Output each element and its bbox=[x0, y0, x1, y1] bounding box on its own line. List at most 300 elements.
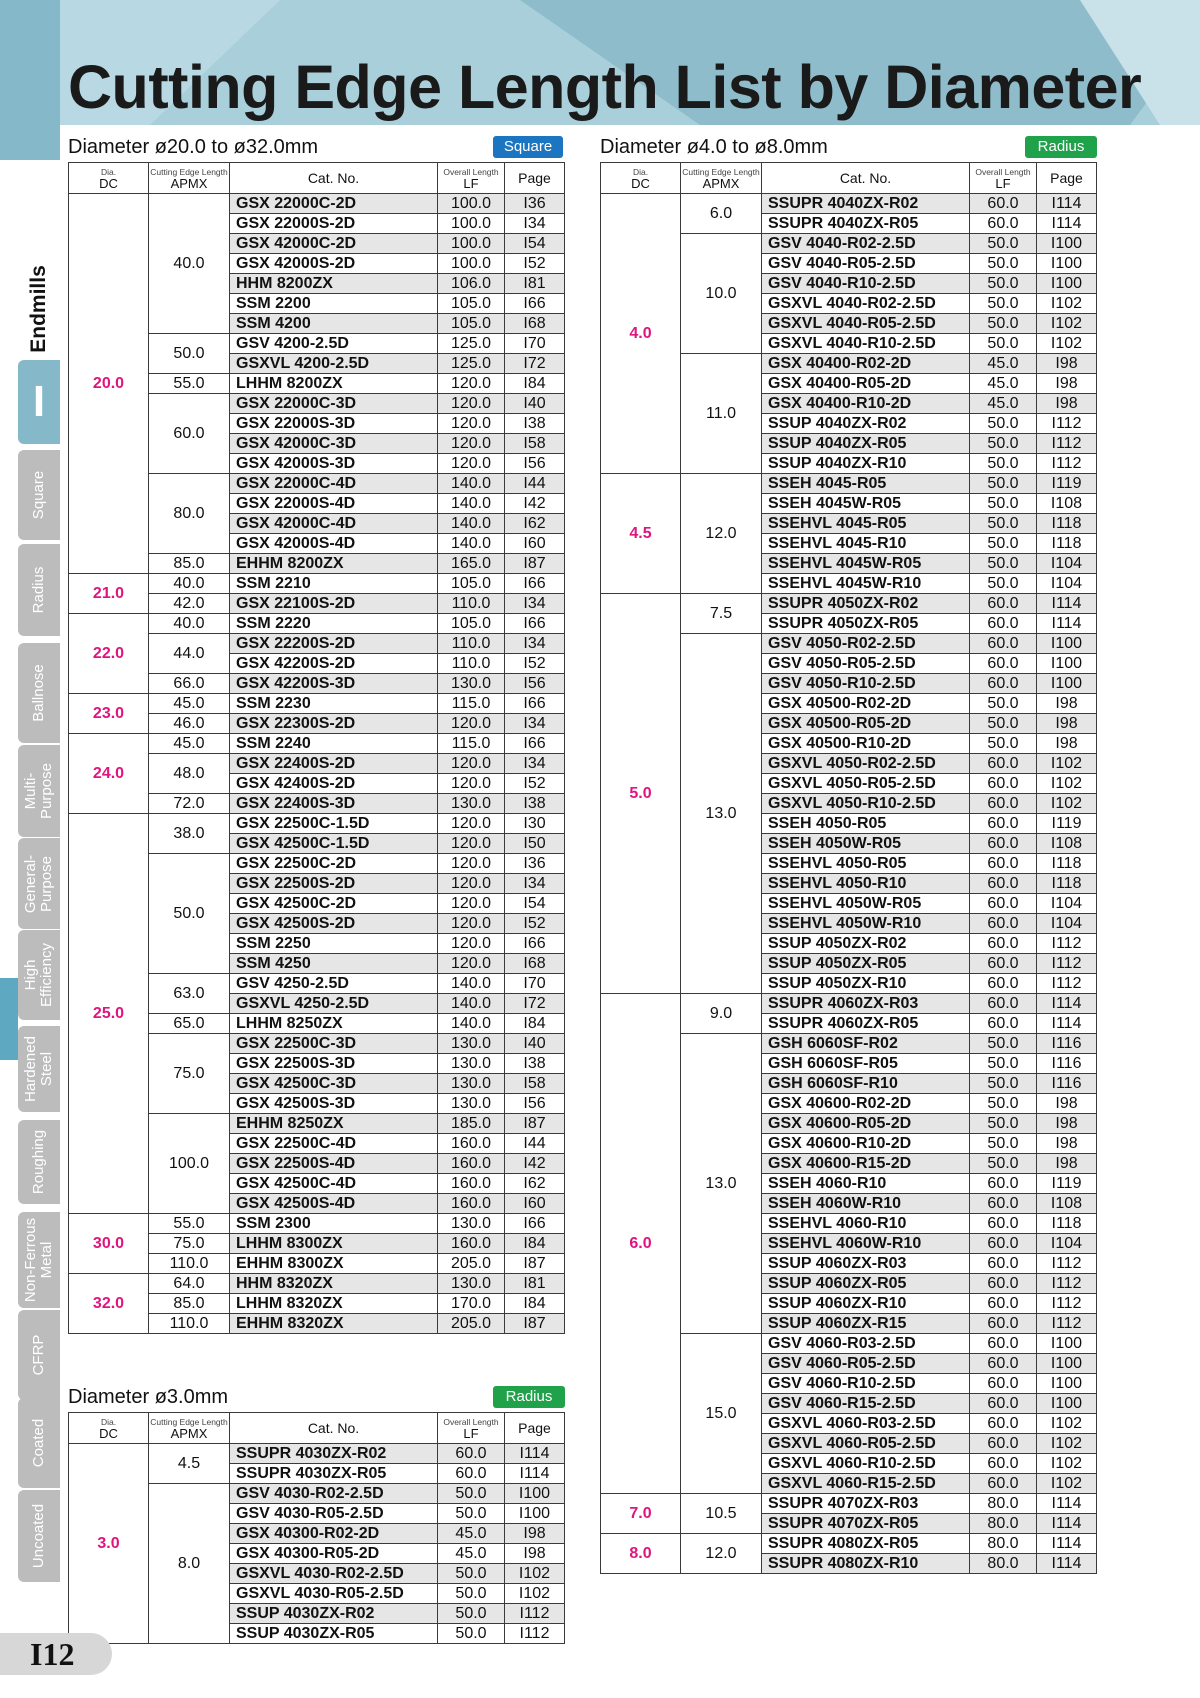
table-row bbox=[69, 814, 565, 834]
overall-length-cell: 60.0 bbox=[970, 1374, 1037, 1394]
sidebar-tab-coated[interactable] bbox=[18, 1398, 60, 1488]
cat-no-cell: GSXVL 4050-R02-2.5D bbox=[762, 754, 970, 774]
overall-length-cell: 50.0 bbox=[970, 1094, 1037, 1114]
active-section-marker bbox=[0, 978, 18, 1060]
page-ref-cell: I112 bbox=[1037, 934, 1097, 954]
page-ref-cell: I100 bbox=[1037, 1334, 1097, 1354]
cutting-edge-length-cell: 45.0 bbox=[149, 734, 230, 754]
sidebar-tab-endmills[interactable] bbox=[18, 265, 60, 353]
overall-length-cell: 130.0 bbox=[438, 674, 505, 694]
header-page: Page bbox=[1037, 163, 1097, 194]
cat-no-cell: GSX 40500-R02-2D bbox=[762, 694, 970, 714]
page-ref-cell: I87 bbox=[505, 1254, 565, 1274]
page-ref-cell: I102 bbox=[1037, 1414, 1097, 1434]
diameter-cell: 32.0 bbox=[69, 1274, 149, 1334]
overall-length-cell: 140.0 bbox=[438, 514, 505, 534]
page-ref-cell: I114 bbox=[1037, 194, 1097, 214]
cat-no-cell: SSUP 4050ZX-R05 bbox=[762, 954, 970, 974]
header-dia-caption: Dia. bbox=[100, 1417, 117, 1427]
sidebar-tab-label: Uncoated bbox=[30, 1503, 47, 1569]
cat-no-cell: SSUPR 4060ZX-R05 bbox=[762, 1014, 970, 1034]
overall-length-cell: 45.0 bbox=[970, 374, 1037, 394]
page-ref-cell: I112 bbox=[505, 1624, 565, 1644]
page-ref-cell: I34 bbox=[505, 594, 565, 614]
overall-length-cell: 50.0 bbox=[438, 1584, 505, 1604]
page-ref-cell: I34 bbox=[505, 214, 565, 234]
cutting-edge-length-cell: 10.5 bbox=[681, 1494, 762, 1534]
cat-no-cell: GSXVL 4050-R10-2.5D bbox=[762, 794, 970, 814]
overall-length-cell: 50.0 bbox=[970, 1054, 1037, 1074]
sidebar-tab-hardened-steel[interactable] bbox=[18, 1026, 60, 1112]
page-ref-cell: I118 bbox=[1037, 1214, 1097, 1234]
cat-no-cell: SSUPR 4040ZX-R02 bbox=[762, 194, 970, 214]
page-ref-cell: I36 bbox=[505, 854, 565, 874]
diameter-cell: 5.0 bbox=[601, 594, 681, 994]
page-ref-cell: I98 bbox=[1037, 1134, 1097, 1154]
overall-length-cell: 125.0 bbox=[438, 334, 505, 354]
header-overall-length-caption: Overall Length bbox=[443, 1417, 499, 1427]
overall-length-cell: 60.0 bbox=[970, 774, 1037, 794]
cat-no-cell: GSX 22300S-2D bbox=[230, 714, 438, 734]
cutting-edge-length-cell: 55.0 bbox=[149, 1214, 230, 1234]
cat-no-cell: SSUP 4040ZX-R02 bbox=[762, 414, 970, 434]
cutting-edge-length-cell: 42.0 bbox=[149, 594, 230, 614]
page-ref-cell: I100 bbox=[1037, 274, 1097, 294]
sidebar-tab-roughing[interactable] bbox=[18, 1120, 60, 1204]
cutting-edge-length-cell: 50.0 bbox=[149, 854, 230, 974]
table-row bbox=[69, 614, 565, 634]
cat-no-cell: SSUP 4030ZX-R02 bbox=[230, 1604, 438, 1624]
cat-no-cell: GSX 22500C-1.5D bbox=[230, 814, 438, 834]
cat-no-cell: SSEHVL 4050W-R05 bbox=[762, 894, 970, 914]
cutting-edge-length-cell: 10.0 bbox=[681, 234, 762, 354]
cat-no-cell: GSXVL 4030-R02-2.5D bbox=[230, 1564, 438, 1584]
sidebar-tab-label: Roughing bbox=[30, 1129, 47, 1195]
cat-no-cell: SSM 2300 bbox=[230, 1214, 438, 1234]
page-ref-cell: I112 bbox=[1037, 1274, 1097, 1294]
cat-no-cell: SSEH 4045-R05 bbox=[762, 474, 970, 494]
sidebar-tab-ballnose[interactable] bbox=[18, 643, 60, 743]
cat-no-cell: GSX 22500S-2D bbox=[230, 874, 438, 894]
sidebar-tab-non-ferrous-metal[interactable] bbox=[18, 1212, 60, 1308]
overall-length-cell: 60.0 bbox=[970, 614, 1037, 634]
table-row bbox=[601, 1534, 1097, 1554]
cat-no-cell: SSEHVL 4060W-R10 bbox=[762, 1234, 970, 1254]
overall-length-cell: 45.0 bbox=[438, 1544, 505, 1564]
diameter-cell: 4.5 bbox=[601, 474, 681, 594]
header-cat-no: Cat. No. bbox=[230, 1413, 438, 1444]
cat-no-cell: SSUPR 4050ZX-R02 bbox=[762, 594, 970, 614]
page-ref-cell: I98 bbox=[1037, 714, 1097, 734]
page-ref-cell: I100 bbox=[1037, 1354, 1097, 1374]
overall-length-cell: 60.0 bbox=[438, 1464, 505, 1484]
cat-no-cell: SSUPR 4030ZX-R05 bbox=[230, 1464, 438, 1484]
page-ref-cell: I72 bbox=[505, 994, 565, 1014]
sidebar-tab-square[interactable] bbox=[18, 450, 60, 540]
overall-length-cell: 60.0 bbox=[970, 654, 1037, 674]
cat-no-cell: GSV 4050-R02-2.5D bbox=[762, 634, 970, 654]
page-ref-cell: I102 bbox=[1037, 1454, 1097, 1474]
page-ref-cell: I84 bbox=[505, 1234, 565, 1254]
cat-no-cell: GSXVL 4060-R05-2.5D bbox=[762, 1434, 970, 1454]
cat-no-cell: SSEHVL 4045-R10 bbox=[762, 534, 970, 554]
cutting-edge-length-cell: 66.0 bbox=[149, 674, 230, 694]
cat-no-cell: GSV 4200-2.5D bbox=[230, 334, 438, 354]
page-ref-cell: I114 bbox=[1037, 1014, 1097, 1034]
table-row bbox=[601, 1494, 1097, 1514]
overall-length-cell: 60.0 bbox=[438, 1444, 505, 1464]
page-ref-cell: I102 bbox=[1037, 314, 1097, 334]
overall-length-cell: 205.0 bbox=[438, 1254, 505, 1274]
page-ref-cell: I44 bbox=[505, 474, 565, 494]
page-ref-cell: I52 bbox=[505, 914, 565, 934]
overall-length-cell: 50.0 bbox=[970, 714, 1037, 734]
page-ref-cell: I81 bbox=[505, 274, 565, 294]
overall-length-cell: 60.0 bbox=[970, 1254, 1037, 1274]
cat-no-cell: GSX 40300-R02-2D bbox=[230, 1524, 438, 1544]
overall-length-cell: 45.0 bbox=[438, 1524, 505, 1544]
cutting-edge-length-cell: 9.0 bbox=[681, 994, 762, 1034]
cutting-edge-length-cell: 13.0 bbox=[681, 634, 762, 994]
cutting-edge-length-cell: 48.0 bbox=[149, 754, 230, 794]
table-row bbox=[601, 194, 1097, 214]
overall-length-cell: 130.0 bbox=[438, 1274, 505, 1294]
cutting-edge-length-cell: 44.0 bbox=[149, 634, 230, 674]
sidebar-tab-cfrp[interactable] bbox=[18, 1310, 60, 1400]
overall-length-cell: 130.0 bbox=[438, 1074, 505, 1094]
page-ref-cell: I102 bbox=[1037, 774, 1097, 794]
page-ref-cell: I104 bbox=[1037, 914, 1097, 934]
page-ref-cell: I102 bbox=[505, 1584, 565, 1604]
cat-no-cell: LHHM 8200ZX bbox=[230, 374, 438, 394]
page-ref-cell: I81 bbox=[505, 1274, 565, 1294]
header-overall-length bbox=[438, 1413, 505, 1444]
page-ref-cell: I58 bbox=[505, 434, 565, 454]
page-ref-cell: I34 bbox=[505, 714, 565, 734]
table-row bbox=[601, 474, 1097, 494]
overall-length-cell: 80.0 bbox=[970, 1534, 1037, 1554]
cat-no-cell: SSEH 4060W-R10 bbox=[762, 1194, 970, 1214]
overall-length-cell: 50.0 bbox=[970, 1034, 1037, 1054]
overall-length-cell: 50.0 bbox=[438, 1484, 505, 1504]
overall-length-cell: 60.0 bbox=[970, 754, 1037, 774]
cutting-edge-length-cell: 85.0 bbox=[149, 1294, 230, 1314]
cat-no-cell: SSUP 4060ZX-R05 bbox=[762, 1274, 970, 1294]
overall-length-cell: 50.0 bbox=[970, 454, 1037, 474]
page-ref-cell: I118 bbox=[1037, 874, 1097, 894]
page-ref-cell: I30 bbox=[505, 814, 565, 834]
sidebar-tab-label: Multi- Purpose bbox=[22, 763, 55, 819]
overall-length-cell: 60.0 bbox=[970, 674, 1037, 694]
page-ref-cell: I112 bbox=[505, 1604, 565, 1624]
page-ref-cell: I66 bbox=[505, 934, 565, 954]
cat-no-cell: SSEHVL 4045W-R10 bbox=[762, 574, 970, 594]
cat-no-cell: GSX 40300-R05-2D bbox=[230, 1544, 438, 1564]
overall-length-cell: 106.0 bbox=[438, 274, 505, 294]
cat-no-cell: SSUP 4040ZX-R05 bbox=[762, 434, 970, 454]
page-ref-cell: I112 bbox=[1037, 1254, 1097, 1274]
cat-no-cell: GSX 42500S-3D bbox=[230, 1094, 438, 1114]
cat-no-cell: EHHM 8300ZX bbox=[230, 1254, 438, 1274]
cutting-edge-length-cell: 12.0 bbox=[681, 474, 762, 594]
overall-length-cell: 140.0 bbox=[438, 974, 505, 994]
overall-length-cell: 60.0 bbox=[970, 1314, 1037, 1334]
overall-length-cell: 60.0 bbox=[970, 634, 1037, 654]
cat-no-cell: GSX 42000S-2D bbox=[230, 254, 438, 274]
sidebar-tab-label: Hardened Steel bbox=[22, 1036, 55, 1102]
page-ref-cell: I118 bbox=[1037, 854, 1097, 874]
header-dia-code: DC bbox=[99, 1426, 118, 1441]
cat-no-cell: GSX 42500C-4D bbox=[230, 1174, 438, 1194]
page-ref-cell: I60 bbox=[505, 1194, 565, 1214]
overall-length-cell: 170.0 bbox=[438, 1294, 505, 1314]
cat-no-cell: SSM 2240 bbox=[230, 734, 438, 754]
cat-no-cell: GSH 6060SF-R10 bbox=[762, 1074, 970, 1094]
page-ref-cell: I118 bbox=[1037, 534, 1097, 554]
cat-no-cell: GSXVL 4060-R03-2.5D bbox=[762, 1414, 970, 1434]
overall-length-cell: 160.0 bbox=[438, 1134, 505, 1154]
page-ref-cell: I84 bbox=[505, 1014, 565, 1034]
table-row bbox=[601, 994, 1097, 1014]
sidebar-tab-label: Square bbox=[30, 470, 47, 520]
square-badge: Square bbox=[493, 136, 563, 158]
cat-no-cell: GSX 42200S-3D bbox=[230, 674, 438, 694]
page-title: Cutting Edge Length List by Diameter bbox=[68, 53, 1142, 121]
overall-length-cell: 50.0 bbox=[970, 474, 1037, 494]
table-row bbox=[69, 1214, 565, 1234]
sidebar-tab-radius[interactable] bbox=[18, 544, 60, 636]
cutting-edge-table bbox=[600, 162, 1097, 1574]
page-ref-cell: I34 bbox=[505, 874, 565, 894]
page-ref-cell: I114 bbox=[1037, 214, 1097, 234]
sidebar-tab-i[interactable] bbox=[18, 360, 60, 444]
cutting-edge-length-cell: 6.0 bbox=[681, 194, 762, 234]
overall-length-cell: 105.0 bbox=[438, 294, 505, 314]
overall-length-cell: 60.0 bbox=[970, 934, 1037, 954]
cat-no-cell: GSX 42000C-2D bbox=[230, 234, 438, 254]
diameter-cell: 25.0 bbox=[69, 814, 149, 1214]
page-ref-cell: I68 bbox=[505, 954, 565, 974]
header-overall-length-code: LF bbox=[995, 176, 1011, 191]
overall-length-cell: 50.0 bbox=[970, 1154, 1037, 1174]
page-ref-cell: I60 bbox=[505, 534, 565, 554]
cutting-edge-table bbox=[68, 162, 565, 1334]
cat-no-cell: EHHM 8200ZX bbox=[230, 554, 438, 574]
cat-no-cell: GSX 40500-R10-2D bbox=[762, 734, 970, 754]
cat-no-cell: GSX 40600-R05-2D bbox=[762, 1114, 970, 1134]
page-ref-cell: I62 bbox=[505, 1174, 565, 1194]
header-dia bbox=[69, 1413, 149, 1444]
page-ref-cell: I66 bbox=[505, 694, 565, 714]
page-ref-cell: I102 bbox=[1037, 294, 1097, 314]
overall-length-cell: 140.0 bbox=[438, 534, 505, 554]
cat-no-cell: SSUP 4050ZX-R02 bbox=[762, 934, 970, 954]
section-title: Diameter ø3.0mm bbox=[68, 1386, 229, 1408]
cat-no-cell: SSUP 4060ZX-R03 bbox=[762, 1254, 970, 1274]
overall-length-cell: 120.0 bbox=[438, 894, 505, 914]
overall-length-cell: 50.0 bbox=[970, 554, 1037, 574]
overall-length-cell: 60.0 bbox=[970, 974, 1037, 994]
page-ref-cell: I98 bbox=[505, 1524, 565, 1544]
page-ref-cell: I38 bbox=[505, 1054, 565, 1074]
page-ref-cell: I102 bbox=[1037, 794, 1097, 814]
page-ref-cell: I84 bbox=[505, 374, 565, 394]
page-ref-cell: I34 bbox=[505, 634, 565, 654]
page-ref-cell: I56 bbox=[505, 1094, 565, 1114]
table-row bbox=[69, 574, 565, 594]
page-ref-cell: I58 bbox=[505, 1074, 565, 1094]
cutting-edge-length-cell: 40.0 bbox=[149, 194, 230, 334]
cat-no-cell: SSUP 4050ZX-R10 bbox=[762, 974, 970, 994]
cat-no-cell: GSX 22500C-4D bbox=[230, 1134, 438, 1154]
overall-length-cell: 60.0 bbox=[970, 1274, 1037, 1294]
page-ref-cell: I56 bbox=[505, 454, 565, 474]
section-title: Diameter ø20.0 to ø32.0mm bbox=[68, 136, 319, 158]
sidebar-tab-label: Coated bbox=[30, 1418, 47, 1468]
table-row bbox=[69, 1444, 565, 1464]
cat-no-cell: GSXVL 4040-R02-2.5D bbox=[762, 294, 970, 314]
cutting-edge-length-cell: 40.0 bbox=[149, 574, 230, 594]
cutting-edge-length-cell: 38.0 bbox=[149, 814, 230, 854]
overall-length-cell: 110.0 bbox=[438, 594, 505, 614]
header-row bbox=[69, 1413, 565, 1444]
overall-length-cell: 100.0 bbox=[438, 194, 505, 214]
page-ref-cell: I119 bbox=[1037, 474, 1097, 494]
cat-no-cell: GSX 40600-R02-2D bbox=[762, 1094, 970, 1114]
page-ref-cell: I38 bbox=[505, 794, 565, 814]
cat-no-cell: GSV 4060-R05-2.5D bbox=[762, 1354, 970, 1374]
table-row bbox=[601, 594, 1097, 614]
table-row bbox=[69, 734, 565, 754]
overall-length-cell: 60.0 bbox=[970, 1194, 1037, 1214]
page-ref-cell: I98 bbox=[1037, 374, 1097, 394]
overall-length-cell: 50.0 bbox=[970, 254, 1037, 274]
header-cutting-edge-length bbox=[681, 163, 762, 194]
page-ref-cell: I42 bbox=[505, 1154, 565, 1174]
header-dia bbox=[69, 163, 149, 194]
header-overall-length-caption: Overall Length bbox=[975, 167, 1031, 177]
page-ref-cell: I66 bbox=[505, 1214, 565, 1234]
cat-no-cell: SSEHVL 4045-R05 bbox=[762, 514, 970, 534]
overall-length-cell: 160.0 bbox=[438, 1194, 505, 1214]
cat-no-cell: SSEHVL 4050-R10 bbox=[762, 874, 970, 894]
overall-length-cell: 50.0 bbox=[970, 234, 1037, 254]
overall-length-cell: 60.0 bbox=[970, 1234, 1037, 1254]
cat-no-cell: GSXVL 4250-2.5D bbox=[230, 994, 438, 1014]
cat-no-cell: SSEH 4060-R10 bbox=[762, 1174, 970, 1194]
overall-length-cell: 120.0 bbox=[438, 854, 505, 874]
page-ref-cell: I66 bbox=[505, 734, 565, 754]
page-ref-cell: I100 bbox=[1037, 254, 1097, 274]
overall-length-cell: 120.0 bbox=[438, 374, 505, 394]
cat-no-cell: SSEH 4050-R05 bbox=[762, 814, 970, 834]
cat-no-cell: LHHM 8250ZX bbox=[230, 1014, 438, 1034]
overall-length-cell: 50.0 bbox=[970, 314, 1037, 334]
header-row bbox=[69, 163, 565, 194]
sidebar-tab-general-purpose[interactable] bbox=[18, 838, 60, 929]
diameter-cell: 24.0 bbox=[69, 734, 149, 814]
cat-no-cell: LHHM 8300ZX bbox=[230, 1234, 438, 1254]
page-ref-cell: I98 bbox=[1037, 354, 1097, 374]
overall-length-cell: 60.0 bbox=[970, 1394, 1037, 1414]
cat-no-cell: SSM 2210 bbox=[230, 574, 438, 594]
page-ref-cell: I114 bbox=[1037, 994, 1097, 1014]
cat-no-cell: LHHM 8320ZX bbox=[230, 1294, 438, 1314]
page-ref-cell: I119 bbox=[1037, 1174, 1097, 1194]
page-ref-cell: I104 bbox=[1037, 894, 1097, 914]
page-ref-cell: I50 bbox=[505, 834, 565, 854]
overall-length-cell: 60.0 bbox=[970, 1214, 1037, 1234]
cutting-edge-length-cell: 75.0 bbox=[149, 1034, 230, 1114]
cat-no-cell: SSUPR 4070ZX-R05 bbox=[762, 1514, 970, 1534]
overall-length-cell: 100.0 bbox=[438, 254, 505, 274]
overall-length-cell: 60.0 bbox=[970, 994, 1037, 1014]
cat-no-cell: SSM 2230 bbox=[230, 694, 438, 714]
cat-no-cell: EHHM 8250ZX bbox=[230, 1114, 438, 1134]
header-cutting-edge-length-code: APMX bbox=[170, 176, 208, 191]
sidebar-tab-uncoated[interactable] bbox=[18, 1490, 60, 1582]
overall-length-cell: 50.0 bbox=[970, 514, 1037, 534]
page-ref-cell: I44 bbox=[505, 1134, 565, 1154]
page-ref-cell: I68 bbox=[505, 314, 565, 334]
page-ref-cell: I114 bbox=[1037, 614, 1097, 634]
overall-length-cell: 120.0 bbox=[438, 414, 505, 434]
overall-length-cell: 100.0 bbox=[438, 214, 505, 234]
page-ref-cell: I66 bbox=[505, 294, 565, 314]
overall-length-cell: 50.0 bbox=[438, 1564, 505, 1584]
cat-no-cell: SSUPR 4040ZX-R05 bbox=[762, 214, 970, 234]
page-ref-cell: I54 bbox=[505, 234, 565, 254]
overall-length-cell: 80.0 bbox=[970, 1554, 1037, 1574]
page-ref-cell: I98 bbox=[1037, 1154, 1097, 1174]
overall-length-cell: 120.0 bbox=[438, 934, 505, 954]
overall-length-cell: 60.0 bbox=[970, 914, 1037, 934]
overall-length-cell: 130.0 bbox=[438, 794, 505, 814]
cat-no-cell: SSEHVL 4050-R05 bbox=[762, 854, 970, 874]
cat-no-cell: GSV 4050-R10-2.5D bbox=[762, 674, 970, 694]
page-ref-cell: I70 bbox=[505, 334, 565, 354]
sidebar-tab-high-efficiency[interactable] bbox=[18, 930, 60, 1020]
page-ref-cell: I52 bbox=[505, 254, 565, 274]
diameter-cell: 21.0 bbox=[69, 574, 149, 614]
overall-length-cell: 105.0 bbox=[438, 314, 505, 334]
page-ref-cell: I40 bbox=[505, 394, 565, 414]
overall-length-cell: 50.0 bbox=[970, 694, 1037, 714]
overall-length-cell: 120.0 bbox=[438, 754, 505, 774]
header-cutting-edge-length bbox=[149, 1413, 230, 1444]
cat-no-cell: SSM 2220 bbox=[230, 614, 438, 634]
overall-length-cell: 120.0 bbox=[438, 714, 505, 734]
cat-no-cell: GSX 42500S-2D bbox=[230, 914, 438, 934]
cat-no-cell: SSEHVL 4060-R10 bbox=[762, 1214, 970, 1234]
sidebar-tab-label: Non-Ferrous Metal bbox=[22, 1217, 55, 1303]
overall-length-cell: 185.0 bbox=[438, 1114, 505, 1134]
overall-length-cell: 120.0 bbox=[438, 454, 505, 474]
page-ref-cell: I102 bbox=[1037, 754, 1097, 774]
header-overall-length-code: LF bbox=[463, 176, 479, 191]
cat-no-cell: SSUPR 4050ZX-R05 bbox=[762, 614, 970, 634]
cutting-edge-length-cell: 85.0 bbox=[149, 554, 230, 574]
page-ref-cell: I116 bbox=[1037, 1034, 1097, 1054]
cat-no-cell: GSX 22000C-3D bbox=[230, 394, 438, 414]
cat-no-cell: GSXVL 4030-R05-2.5D bbox=[230, 1584, 438, 1604]
cat-no-cell: GSX 42000C-4D bbox=[230, 514, 438, 534]
sidebar-tab-multi-purpose[interactable] bbox=[18, 745, 60, 837]
overall-length-cell: 120.0 bbox=[438, 874, 505, 894]
overall-length-cell: 105.0 bbox=[438, 574, 505, 594]
cat-no-cell: GSX 42500C-3D bbox=[230, 1074, 438, 1094]
cat-no-cell: SSUP 4030ZX-R05 bbox=[230, 1624, 438, 1644]
